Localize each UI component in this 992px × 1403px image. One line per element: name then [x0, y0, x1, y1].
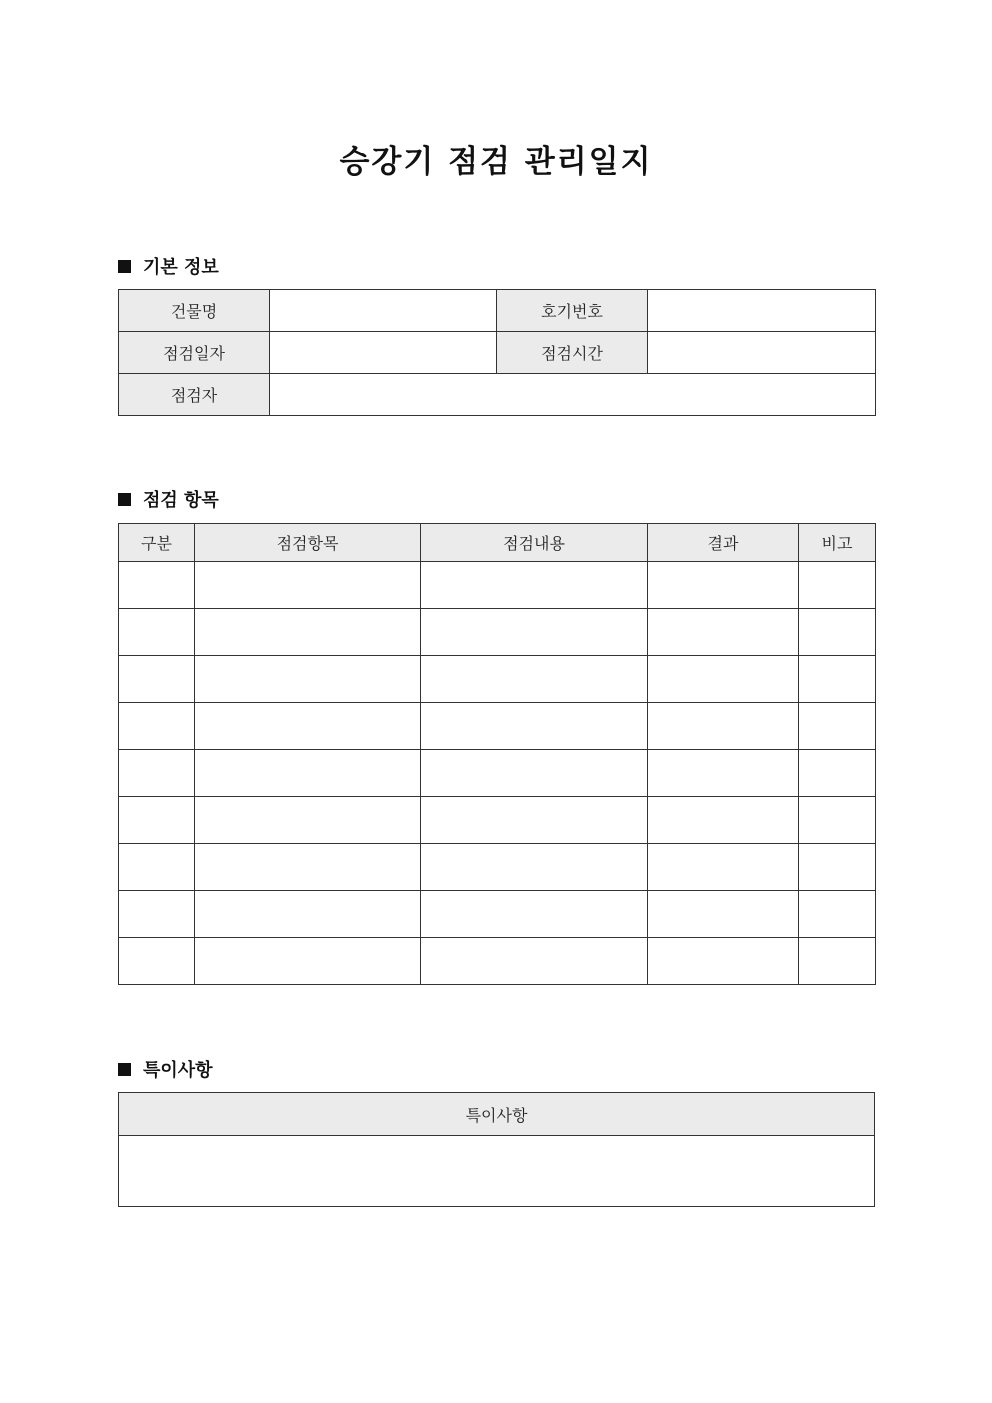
table-row: [119, 609, 876, 656]
building-label: 건물명: [119, 290, 270, 332]
item-cell[interactable]: [195, 797, 421, 844]
notes-table: [118, 1092, 875, 1207]
result-cell[interactable]: [648, 656, 799, 703]
category-cell[interactable]: [119, 656, 195, 703]
table-row: [119, 938, 876, 985]
item-cell[interactable]: [195, 703, 421, 750]
item-cell[interactable]: [195, 750, 421, 797]
section-heading-label: 기본 정보: [143, 257, 219, 278]
remarks-cell[interactable]: [799, 891, 876, 938]
category-cell[interactable]: [119, 609, 195, 656]
table-row: [119, 797, 876, 844]
basic-info-table: [118, 289, 876, 416]
item-cell[interactable]: [195, 938, 421, 985]
result-cell[interactable]: [648, 938, 799, 985]
inspection-time-field[interactable]: [648, 332, 876, 374]
remarks-cell[interactable]: [799, 609, 876, 656]
remarks-cell[interactable]: [799, 938, 876, 985]
category-cell[interactable]: [119, 844, 195, 891]
inspection-items-table: [118, 523, 876, 985]
table-header-row: [119, 524, 876, 562]
building-field[interactable]: [270, 290, 497, 332]
item-cell[interactable]: [195, 891, 421, 938]
remarks-cell[interactable]: [799, 703, 876, 750]
result-cell[interactable]: [648, 562, 799, 609]
inspection-time-label: 점검시간: [497, 332, 648, 374]
content-cell[interactable]: [421, 656, 648, 703]
column-header-result: 결과: [648, 524, 799, 562]
square-bullet-icon: [118, 1063, 131, 1076]
category-cell[interactable]: [119, 750, 195, 797]
square-bullet-icon: [118, 260, 131, 273]
remarks-cell[interactable]: [799, 656, 876, 703]
result-cell[interactable]: [648, 844, 799, 891]
content-cell[interactable]: [421, 891, 648, 938]
column-header-content: 점검내용: [421, 524, 648, 562]
content-cell[interactable]: [421, 703, 648, 750]
inspection-date-field[interactable]: [270, 332, 497, 374]
item-cell[interactable]: [195, 656, 421, 703]
result-cell[interactable]: [648, 750, 799, 797]
content-cell[interactable]: [421, 562, 648, 609]
column-header-remarks: 비고: [799, 524, 876, 562]
content-cell[interactable]: [421, 750, 648, 797]
notes-field[interactable]: [119, 1136, 875, 1207]
section-heading-inspection-items: [118, 486, 219, 512]
section-heading-label: 특이사항: [143, 1060, 213, 1081]
item-cell[interactable]: [195, 609, 421, 656]
table-row: [119, 703, 876, 750]
category-cell[interactable]: [119, 703, 195, 750]
category-cell[interactable]: [119, 891, 195, 938]
content-cell[interactable]: [421, 797, 648, 844]
document-title: 승강기 점검 관리일지: [339, 144, 653, 180]
remarks-cell[interactable]: [799, 750, 876, 797]
table-row: [119, 891, 876, 938]
table-row: [119, 750, 876, 797]
result-cell[interactable]: [648, 797, 799, 844]
content-cell[interactable]: [421, 938, 648, 985]
content-cell[interactable]: [421, 844, 648, 891]
section-heading-label: 점검 항목: [143, 490, 219, 511]
result-cell[interactable]: [648, 703, 799, 750]
unit-number-field[interactable]: [648, 290, 876, 332]
inspector-field[interactable]: [270, 374, 876, 416]
category-cell[interactable]: [119, 797, 195, 844]
notes-table-header: 특이사항: [119, 1093, 875, 1136]
category-cell[interactable]: [119, 938, 195, 985]
result-cell[interactable]: [648, 891, 799, 938]
inspector-label: 점검자: [119, 374, 270, 416]
unit-number-label: 호기번호: [497, 290, 648, 332]
square-bullet-icon: [118, 493, 131, 506]
section-heading-notes: [118, 1056, 213, 1082]
inspection-date-label: 점검일자: [119, 332, 270, 374]
content-cell[interactable]: [421, 609, 648, 656]
table-row: [119, 562, 876, 609]
remarks-cell[interactable]: [799, 562, 876, 609]
item-cell[interactable]: [195, 562, 421, 609]
column-header-item: 점검항목: [195, 524, 421, 562]
table-row: [119, 656, 876, 703]
remarks-cell[interactable]: [799, 844, 876, 891]
column-header-category: 구분: [119, 524, 195, 562]
remarks-cell[interactable]: [799, 797, 876, 844]
category-cell[interactable]: [119, 562, 195, 609]
section-heading-basic-info: [118, 253, 219, 279]
result-cell[interactable]: [648, 609, 799, 656]
item-cell[interactable]: [195, 844, 421, 891]
table-row: [119, 844, 876, 891]
